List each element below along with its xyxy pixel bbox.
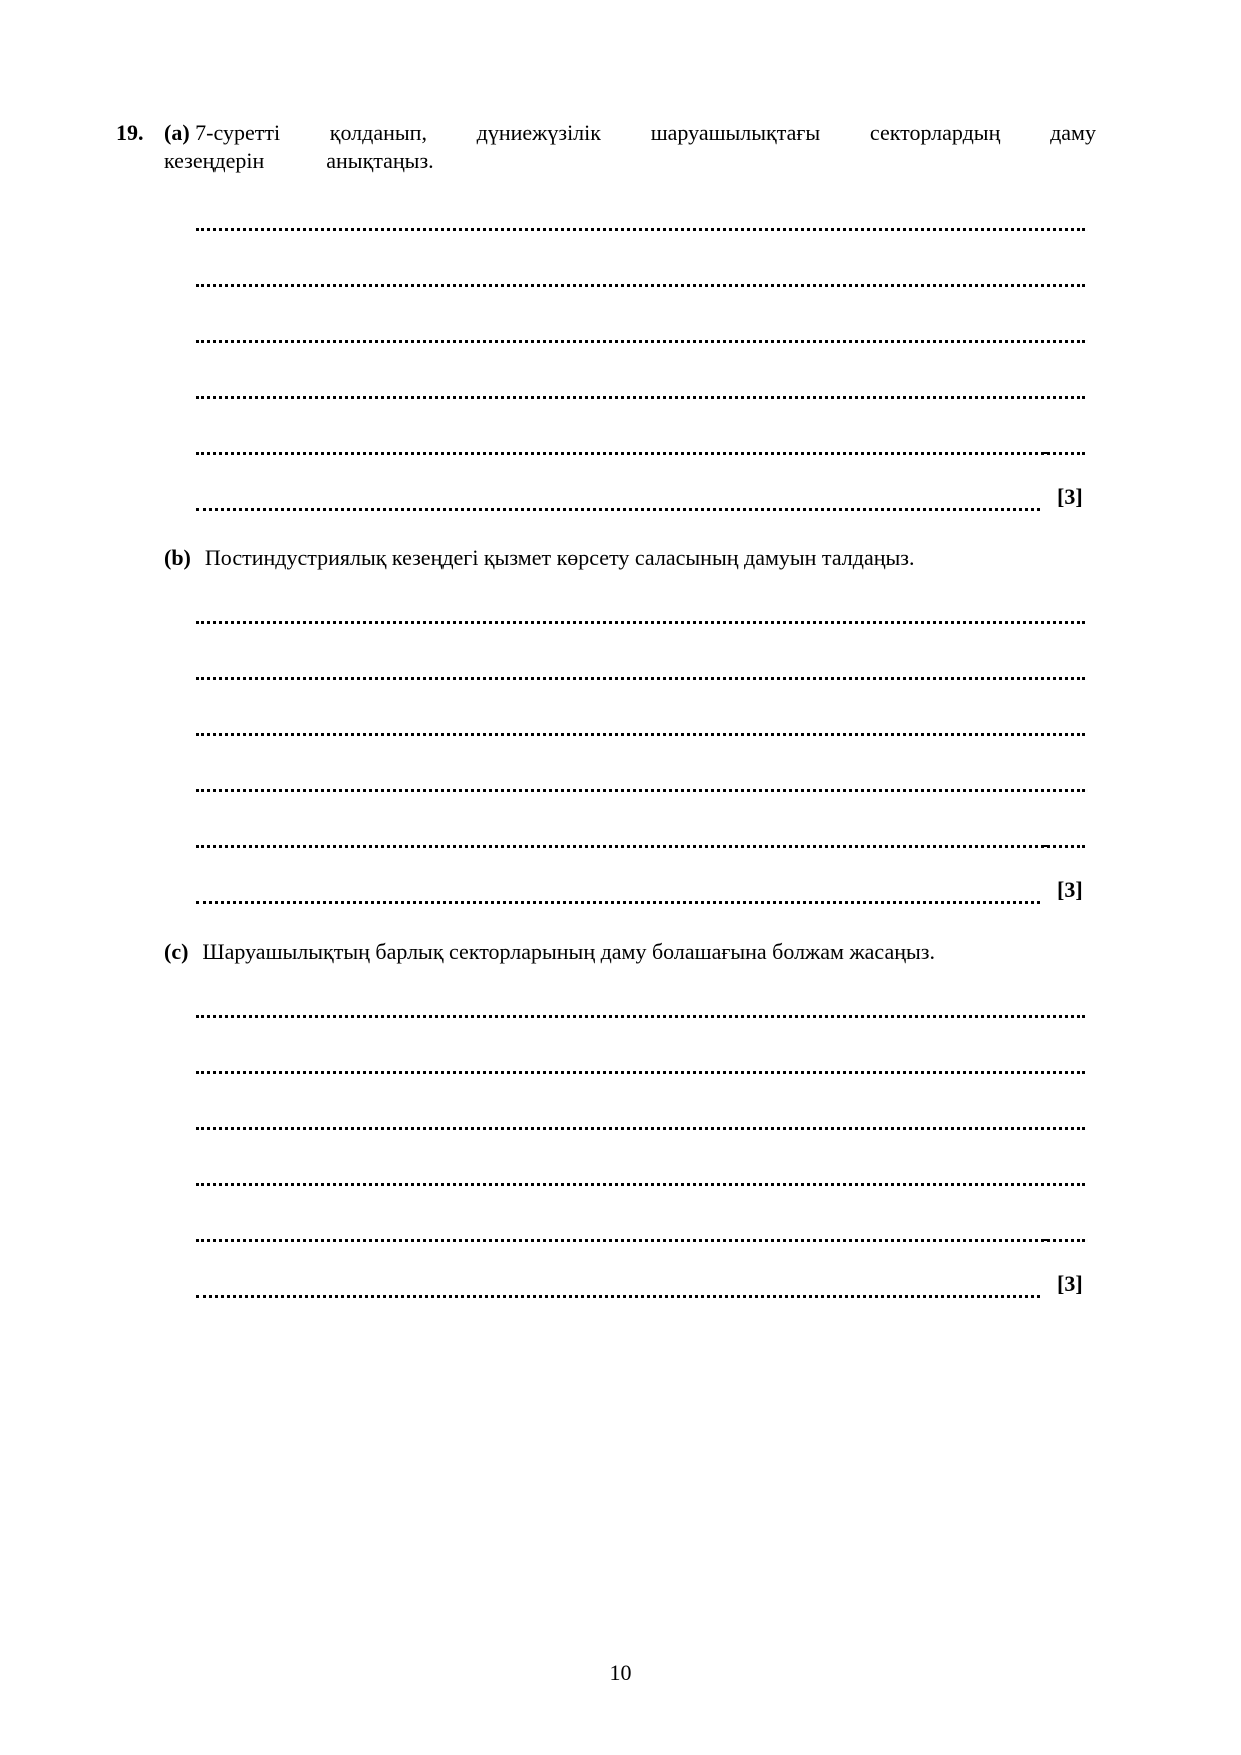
answer-line[interactable] bbox=[196, 228, 1085, 231]
part-a-word: секторлардың bbox=[869, 120, 1001, 145]
part-c-text: Шаруашылықтың барлық секторларының даму болашағына болжам жасаңыз. bbox=[202, 939, 935, 964]
answer-line[interactable] bbox=[196, 621, 1085, 624]
part-c-prompt bbox=[164, 938, 935, 966]
line-tick-mark bbox=[1043, 845, 1049, 847]
answer-line[interactable] bbox=[196, 1183, 1085, 1186]
marks-c: [3] bbox=[1057, 1271, 1083, 1296]
answer-line[interactable] bbox=[196, 1071, 1085, 1074]
part-b-label: (b) bbox=[164, 545, 191, 570]
page-number: 10 bbox=[609, 1660, 632, 1685]
part-a-line-2 bbox=[164, 147, 1096, 175]
answer-line[interactable] bbox=[196, 845, 1085, 848]
answer-line[interactable] bbox=[196, 733, 1085, 736]
question-number: 19. bbox=[116, 120, 144, 145]
answer-line[interactable] bbox=[196, 1015, 1085, 1018]
part-b-prompt bbox=[164, 544, 914, 572]
answer-line[interactable] bbox=[196, 1295, 1040, 1298]
part-a-word: қолданып, bbox=[329, 120, 427, 145]
line-tick-mark bbox=[1043, 452, 1049, 454]
answer-line[interactable] bbox=[196, 677, 1085, 680]
part-b-text: Постиндустриялық кезеңдегі қызмет көрсету саласының дамуын талдаңыз. bbox=[204, 545, 915, 570]
part-a-line-1 bbox=[164, 119, 1096, 147]
answer-line[interactable] bbox=[196, 1239, 1085, 1242]
answer-line[interactable] bbox=[196, 901, 1040, 904]
marks-a: [3] bbox=[1057, 484, 1083, 509]
answer-line[interactable] bbox=[196, 452, 1085, 455]
part-a-word: анықтаңыз. bbox=[326, 148, 434, 173]
part-a-word: шаруашылықтағы bbox=[650, 120, 821, 145]
answer-line[interactable] bbox=[196, 508, 1040, 511]
answer-line[interactable] bbox=[196, 340, 1085, 343]
part-a-word: дүниежүзілік bbox=[476, 120, 601, 145]
answer-line[interactable] bbox=[196, 396, 1085, 399]
part-a-label: (a) bbox=[164, 120, 190, 145]
part-a-text bbox=[164, 119, 1096, 175]
answer-line[interactable] bbox=[196, 284, 1085, 287]
part-a-word: кезеңдерін bbox=[164, 148, 265, 173]
answer-line[interactable] bbox=[196, 1127, 1085, 1130]
line-tick-mark bbox=[1043, 1239, 1049, 1241]
marks-b: [3] bbox=[1057, 877, 1083, 902]
answer-line[interactable] bbox=[196, 789, 1085, 792]
part-c-label: (c) bbox=[164, 939, 189, 964]
part-a-first-word: (a) 7-суретті bbox=[164, 120, 281, 145]
part-a-word: даму bbox=[1050, 120, 1096, 145]
